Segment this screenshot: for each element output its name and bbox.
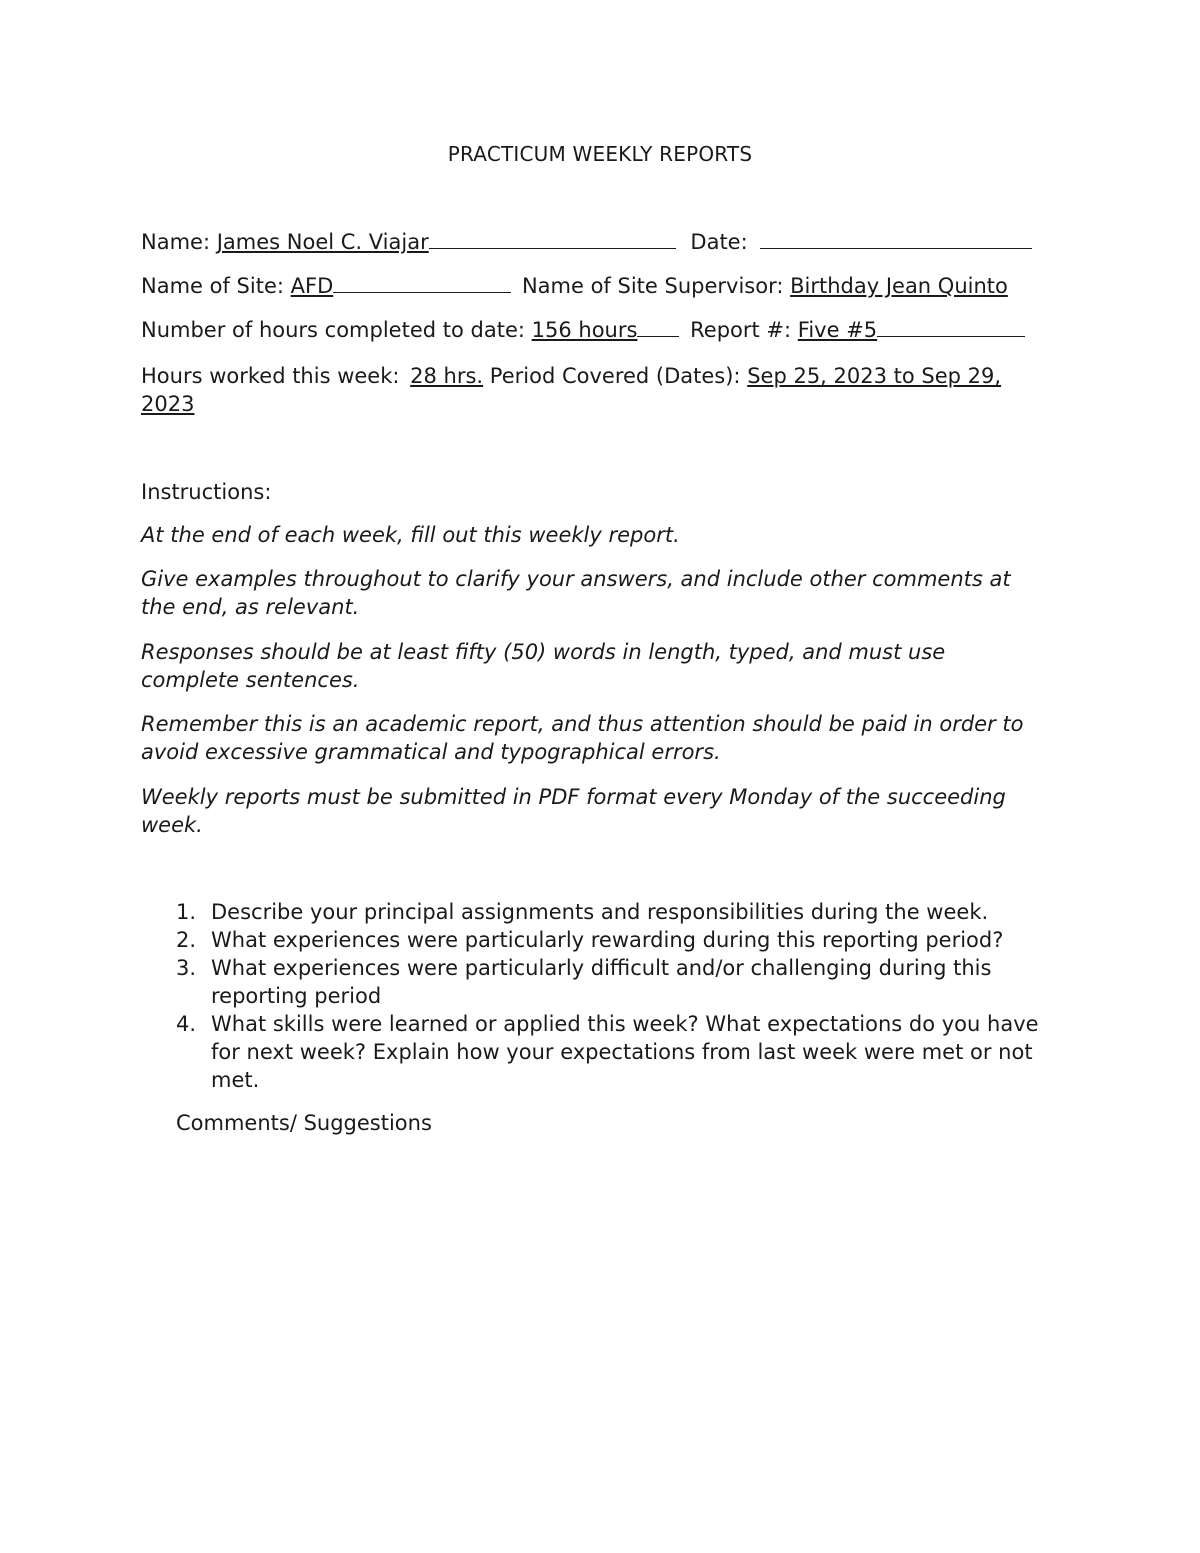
question-number: 4. [176,1012,197,1036]
hours-completed-value: 156 hours [531,318,638,342]
period-row [141,362,1001,418]
question-text: What skills were learned or applied this week? What expectations do you have for next week? Explain how your expectations from last week were met or not met. [211,1012,1039,1092]
hours-week-value: 28 hrs. [410,364,484,388]
question-item [176,898,1066,926]
name-blank-line [429,230,676,249]
comments-label: Comments/ Suggestions [176,1111,432,1135]
question-item [176,954,1031,1010]
question-text: What experiences were particularly difficult and/or challenging during this reporting period [211,956,992,1008]
instruction-item: Weekly reports must be submitted in PDF format every Monday of the succeeding week. [141,785,1006,837]
period-value-line2: 2023 [141,392,195,416]
hours-report-row [141,318,1025,342]
hours-week-label: Hours worked this week: [141,364,400,388]
date-blank-line [760,230,1032,249]
question-number: 2. [176,928,197,952]
period-value-line1: Sep 25, 2023 to Sep 29, [747,364,1002,388]
name-date-row [141,230,1032,254]
site-label: Name of Site: [141,274,284,298]
instruction-item: Responses should be at least fifty (50) words in length, typed, and must use complete sentences. [141,640,946,692]
hours-blank-line [637,318,679,337]
report-blank-line [877,318,1025,337]
document-title: PRACTICUM WEEKLY REPORTS [447,142,753,166]
period-label: Period Covered (Dates): [489,364,741,388]
site-row [141,274,1008,298]
report-value: Five #5 [797,318,878,342]
instruction-item: At the end of each week, fill out this weekly report. [141,523,680,547]
report-label: Report #: [690,318,792,342]
hours-completed-label: Number of hours completed to date: [141,318,525,342]
question-number: 1. [176,900,197,924]
instructions-heading: Instructions: [141,480,272,504]
question-item [176,1010,1066,1094]
supervisor-value: Birthday Jean Quinto [790,274,1008,298]
question-item [176,926,1066,954]
question-text: What experiences were particularly rewarding during this reporting period? [211,928,1004,952]
supervisor-label: Name of Site Supervisor: [521,274,784,298]
date-label: Date: [690,230,748,254]
site-blank-line [333,274,511,293]
name-value: James Noel C. Viajar [216,230,429,254]
questions-list [176,898,1066,1094]
site-value: AFD [290,274,334,298]
question-text: Describe your principal assignments and responsibilities during the week. [211,900,989,924]
question-number: 3. [176,956,197,980]
name-label: Name: [141,230,211,254]
instruction-item: Give examples throughout to clarify your answers, and include other comments at the end, as relevant. [141,567,1011,619]
instruction-item: Remember this is an academic report, and thus attention should be paid in order to avoid excessive grammatical and typographical errors. [141,712,1024,764]
